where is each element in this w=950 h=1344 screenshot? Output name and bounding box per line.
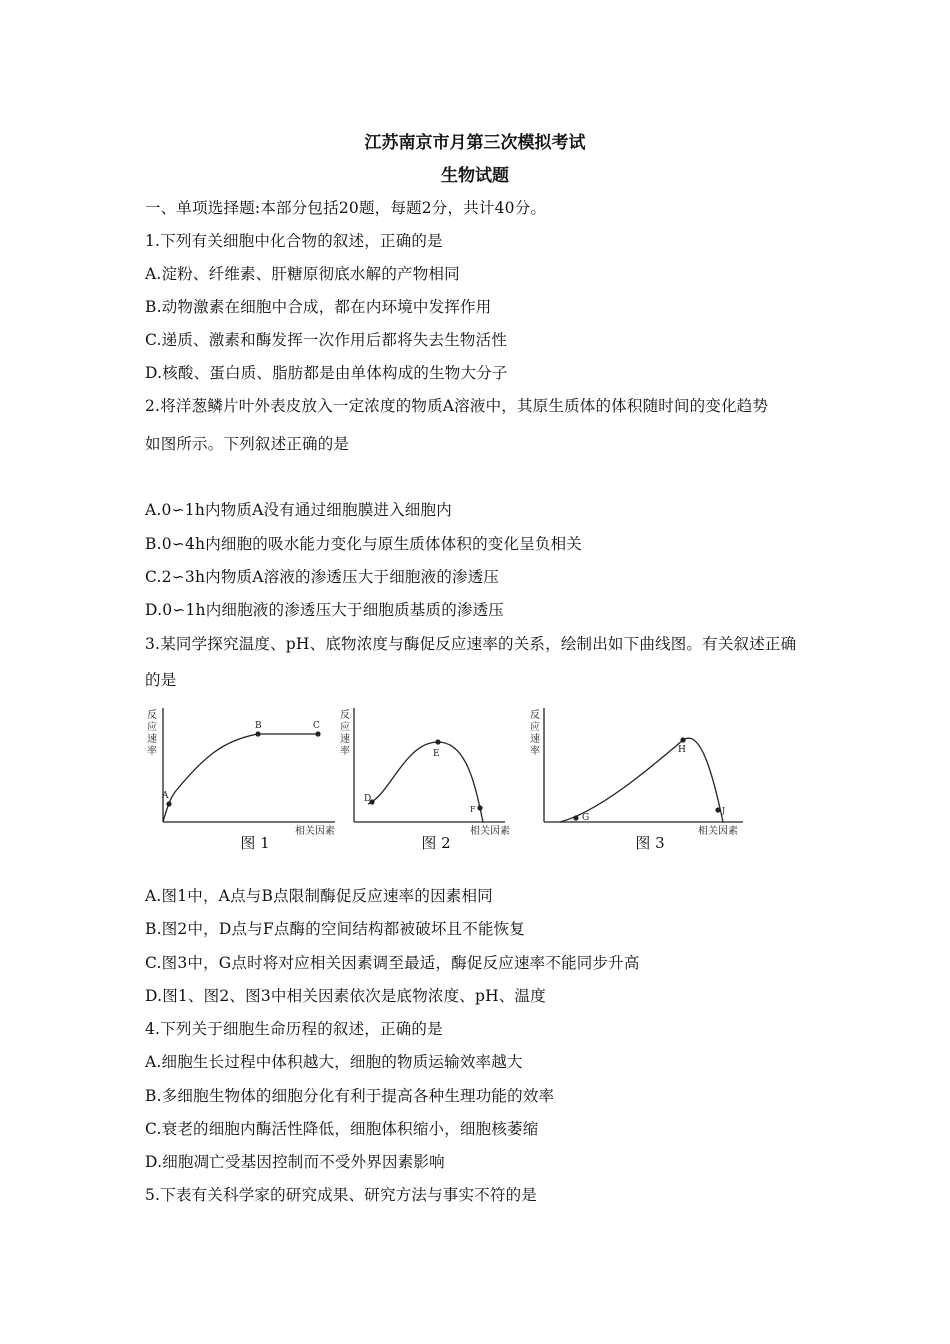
q1-option-c: C.递质、激素和酶发挥一次作用后都将失去生物活性 [145, 331, 508, 349]
exam-subtitle: 生物试题 [441, 166, 509, 186]
ylabel-char-2: 应 [340, 722, 350, 733]
label-E: E [433, 749, 440, 759]
q3-figures [145, 700, 765, 860]
figure-1-caption: 图 1 [240, 834, 270, 852]
q2-stem-line2: 如图所示。下列叙述正确的是 [145, 435, 350, 453]
point-J [715, 807, 720, 812]
ylabel-char-1: 反 [530, 710, 540, 721]
q2-option-c: C.2∽3h内物质A溶液的渗透压大于细胞液的渗透压 [145, 568, 500, 586]
figure-3-caption: 图 3 [635, 834, 665, 852]
q4-option-b: B.多细胞生物体的细胞分化有利于提高各种生理功能的效率 [145, 1087, 555, 1105]
label-B: B [255, 721, 262, 731]
point-F [477, 805, 482, 810]
q4-stem: 4.下列关于细胞生命历程的叙述，正确的是 [145, 1020, 443, 1038]
ylabel-char-1: 反 [340, 710, 350, 721]
exam-title: 江苏南京市月第三次模拟考试 [364, 133, 586, 153]
q1-option-d: D.核酸、蛋白质、脂肪都是由单体构成的生物大分子 [145, 364, 508, 382]
curve [368, 742, 483, 822]
q3-option-d: D.图1、图2、图3中相关因素依次是底物浓度、pH、温度 [145, 987, 546, 1005]
q2-option-d: D.0∽1h内细胞液的渗透压大于细胞质基质的渗透压 [145, 601, 504, 619]
q2-option-b: B.0∽4h内细胞的吸水能力变化与原生质体体积的变化呈负相关 [145, 535, 583, 553]
q2-stem-line1: 2.将洋葱鳞片叶外表皮放入一定浓度的物质A溶液中，其原生质体的体积随时间的变化趋势 [145, 397, 769, 415]
ylabel-char-2: 应 [530, 722, 540, 733]
q4-option-c: C.衰老的细胞内酶活性降低，细胞体积缩小，细胞核萎缩 [145, 1120, 539, 1138]
q1-option-b: B.动物激素在细胞中合成，都在内环境中发挥作用 [145, 298, 492, 316]
figure-1-graph [145, 700, 345, 837]
figure-2-graph [340, 700, 510, 837]
figure-2 [340, 700, 510, 852]
q4-option-d: D.细胞凋亡受基因控制而不受外界因素影响 [145, 1153, 445, 1171]
label-F: F [470, 805, 476, 814]
q1-option-a: A.淀粉、纤维素、肝糖原彻底水解的产物相同 [145, 265, 460, 283]
point-E [435, 739, 440, 744]
point-C [315, 731, 320, 736]
ylabel-char-3: 速 [530, 734, 540, 745]
q3-option-b: B.图2中，D点与F点酶的空间结构都被破坏且不能恢复 [145, 920, 526, 938]
label-C: C [313, 721, 320, 731]
label-A: A [162, 791, 169, 801]
ylabel-char-4: 率 [147, 746, 157, 757]
q3-stem-line2: 的是 [145, 671, 177, 689]
q4-option-a: A.细胞生长过程中体积越大，细胞的物质运输效率越大 [145, 1053, 523, 1071]
ylabel-char-4: 率 [530, 746, 540, 757]
ylabel-char-2: 应 [147, 722, 157, 733]
xlabel: 相关因素 [295, 826, 335, 837]
label-D: D [364, 794, 372, 804]
q1-stem: 1.下列有关细胞中化合物的叙述，正确的是 [145, 232, 443, 250]
point-B [255, 731, 260, 736]
point-G [573, 815, 578, 820]
xlabel: 相关因素 [470, 826, 510, 837]
ylabel-char-3: 速 [147, 734, 157, 745]
curve [560, 738, 726, 822]
q3-stem-line1: 3.某同学探究温度、pH、底物浓度与酶促反应速率的关系，绘制出如下曲线图。有关叙述正确 [145, 635, 797, 653]
point-H [680, 737, 685, 742]
q3-option-c: C.图3中，G点时将对应相关因素调至最适，酶促反应速率不能同步升高 [145, 954, 640, 972]
ylabel-char-3: 速 [340, 734, 350, 745]
curve [163, 734, 318, 822]
figure-1 [145, 700, 345, 852]
xlabel: 相关因素 [698, 826, 738, 837]
label-H: H [678, 745, 686, 755]
ylabel-char-4: 率 [340, 746, 350, 757]
ylabel-char-1: 反 [147, 710, 157, 721]
point-A [166, 801, 171, 806]
label-J: J [722, 806, 726, 815]
figure-3 [528, 700, 753, 852]
section-heading: 一、单项选择题:本部分包括20题，每题2分，共计40分。 [145, 199, 547, 217]
q2-option-a: A.0∽1h内物质A没有通过细胞膜进入细胞内 [145, 501, 452, 519]
figure-2-caption: 图 2 [421, 834, 451, 852]
q3-option-a: A.图1中，A点与B点限制酶促反应速率的因素相同 [145, 887, 493, 905]
label-G: G [582, 813, 590, 823]
figure-3-graph [528, 700, 753, 837]
q5-stem: 5.下表有关科学家的研究成果、研究方法与事实不符的是 [145, 1186, 537, 1204]
